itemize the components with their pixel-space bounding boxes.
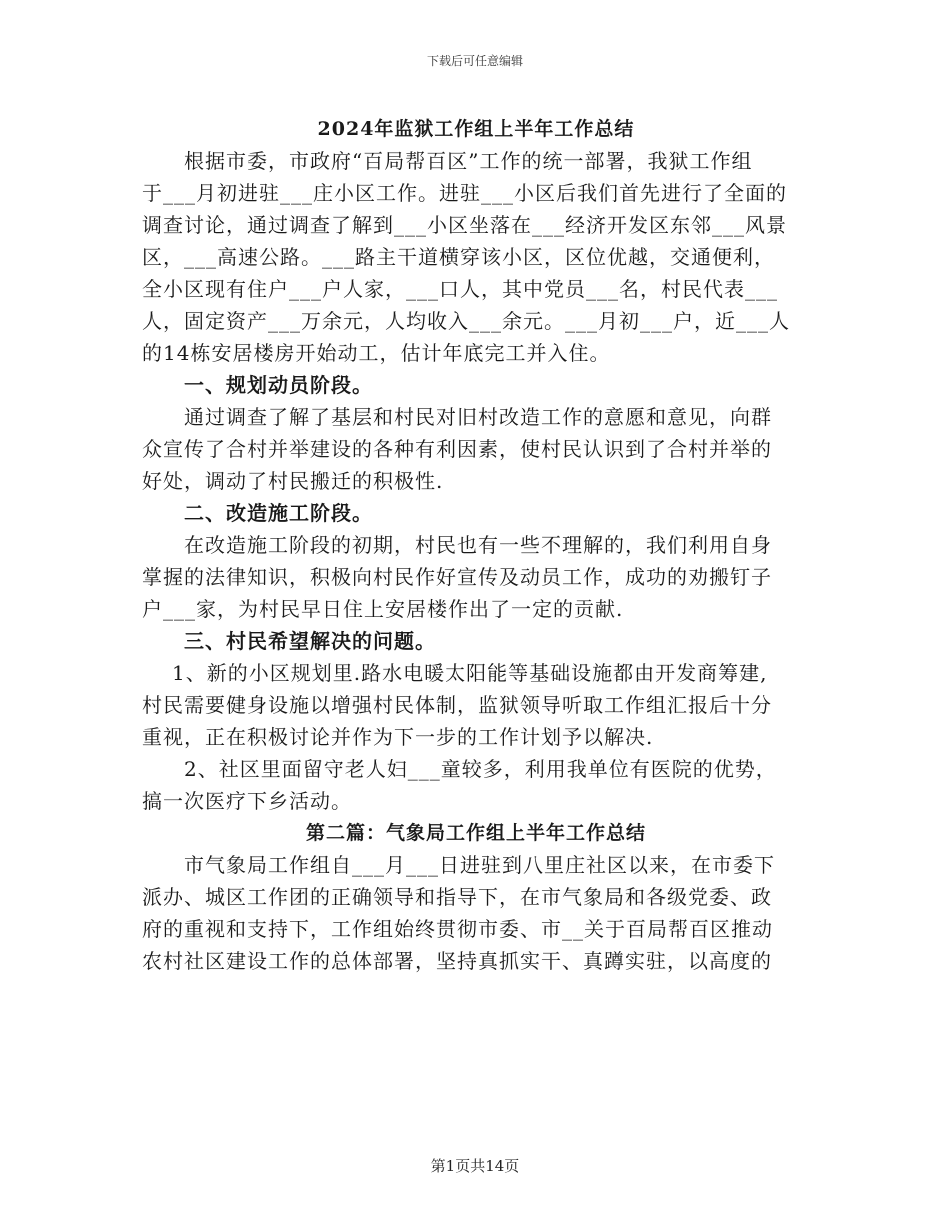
text-line: 2、社区里面留守老人妇___童较多，利用我单位有医院的优势，: [184, 757, 777, 781]
text-line: 的14栋安居楼房开始动工，估计年底完工并入住。: [142, 341, 611, 365]
text-line: 于___月初进驻___庄小区工作。进驻___小区后我们首先进行了全面的: [142, 181, 787, 205]
text-line: 众宣传了合村并举建设的各种有利因素，使村民认识到了合村并举的: [142, 437, 772, 461]
document-title: 2024年监狱工作组上半年工作总结: [317, 118, 635, 140]
text-line: 调查讨论，通过调查了解到___小区坐落在___经济开发区东邻___风景: [142, 213, 787, 237]
second-article-title: 第二篇：气象局工作组上半年工作总结: [305, 822, 646, 844]
text-line: 在改造施工阶段的初期，村民也有一些不理解的，我们利用自身: [184, 533, 772, 557]
text-line: 派办、城区工作团的正确领导和指导下，在市气象局和各级党委、政: [142, 885, 772, 909]
text-line: 通过调查了解了基层和村民对旧村改造工作的意愿和意见，向群: [184, 405, 772, 429]
text-line: 根据市委，市政府“百局帮百区”工作的统一部署，我狱工作组: [184, 149, 753, 173]
document-body: [142, 113, 810, 977]
section-heading: 一、规划动员阶段。: [184, 373, 373, 397]
text-line: 村民需要健身设施以增强村民体制，监狱领导听取工作组汇报后十分: [142, 693, 772, 717]
text-line: 全小区现有住户___户人家，___口人，其中党员___名，村民代表___: [142, 277, 778, 301]
text-line: 重视，正在积极讨论并作为下一步的工作计划予以解决.: [142, 725, 654, 749]
text-line: 好处，调动了村民搬迁的积极性.: [142, 469, 444, 493]
text-line: 府的重视和支持下，工作组始终贯彻市委、市__关于百局帮百区推动: [142, 917, 773, 941]
text-line: 掌握的法律知识，积极向村民作好宣传及动员工作，成功的劝搬钉子: [142, 565, 772, 589]
download-note: 下载后可任意编辑: [426, 54, 523, 68]
page-number: 第1页共14页: [430, 1157, 520, 1175]
text-line: 户___家，为村民早日住上安居楼作出了一定的贡献.: [142, 597, 624, 621]
text-line: 1、新的小区规划里.路水电暖太阳能等基础设施都由开发商筹建,: [172, 661, 768, 685]
text-line: 区，___高速公路。___路主干道横穿该小区，区位优越，交通便利，: [142, 245, 775, 269]
section-heading: 三、村民希望解决的问题。: [184, 629, 436, 653]
text-line: 人，固定资产___万余元，人均收入___余元。___月初___户，近___人: [142, 309, 790, 333]
text-line: 市气象局工作组自___月___日进驻到八里庄社区以来，在市委下: [184, 853, 775, 877]
text-line: 搞一次医疗下乡活动。: [142, 789, 352, 813]
text-line: 农村社区建设工作的总体部署，坚持真抓实干、真蹲实驻，以高度的: [142, 949, 772, 973]
section-heading: 二、改造施工阶段。: [184, 501, 373, 525]
